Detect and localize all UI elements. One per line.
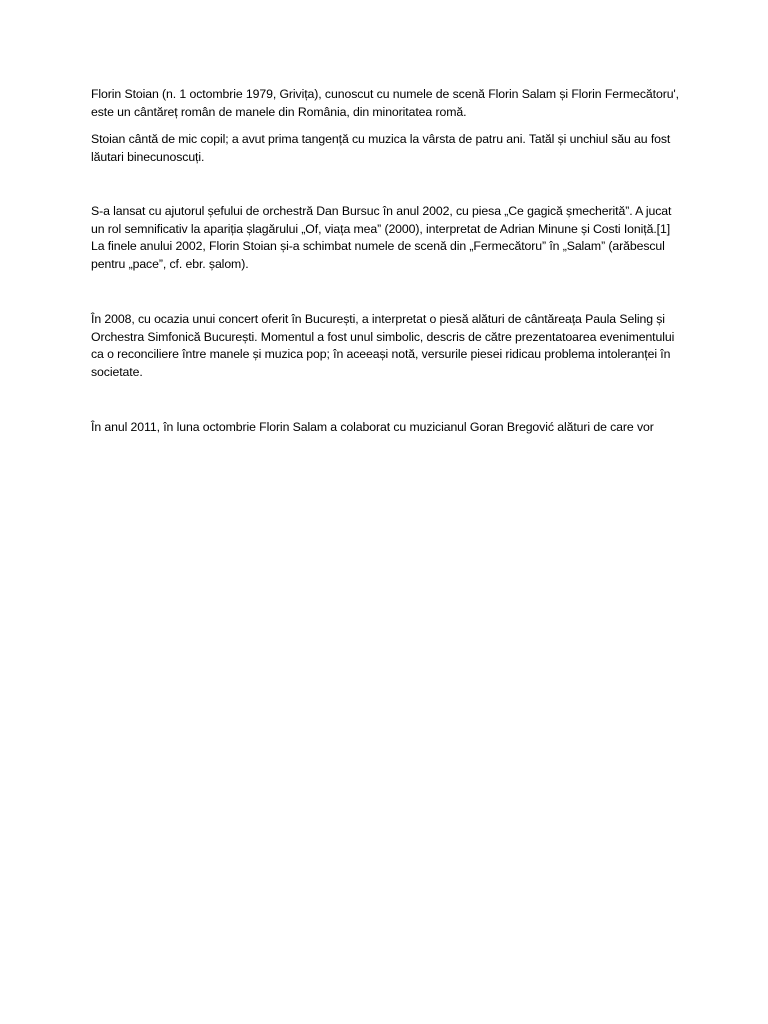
- paragraph-collaboration-2011: În anul 2011, în luna octombrie Florin Salam a colaborat cu muzicianul Goran Bregović alături de care vor: [91, 420, 654, 434]
- paragraph-concert-2008: În 2008, cu ocazia unui concert oferit în București, a interpretat o piesă alături de cântăreața Paula Seling și Orchestra Simfonică București. Momentul a fost unul simbolic, descris de către prezentatoarea evenimentului ca o reconciliere între manele și muzica pop; în aceeași notă, versurile piesei ridicau problema intoleranței în societate.: [91, 312, 675, 379]
- paragraph-intro: Florin Stoian (n. 1 octombrie 1979, Grivița), cunoscut cu numele de scenă Florin Salam și Florin Fermecătoru', este un cântăreț român de manele din România, din minoritatea romă.: [91, 87, 679, 119]
- paragraph-childhood: Stoian cântă de mic copil; a avut prima tangență cu muzica la vârsta de patru ani. Tatăl și unchiul său au fost lăutari binecunoscuți.: [91, 132, 671, 164]
- paragraph-launch: S-a lansat cu ajutorul șefului de orchestră Dan Bursuc în anul 2002, cu piesa „Ce gagică șmecherită”. A jucat un rol semnificativ la apariția șlagărului „Of, viața mea” (2000), interpretat de Adrian Minune și Costi Ioniță.[1] La finele anului 2002, Florin Stoian și-a schimbat numele de scenă din „Fermecătoru” în „Salam” (arăbescul pentru „pace”, cf. ebr. șalom).: [91, 204, 672, 271]
